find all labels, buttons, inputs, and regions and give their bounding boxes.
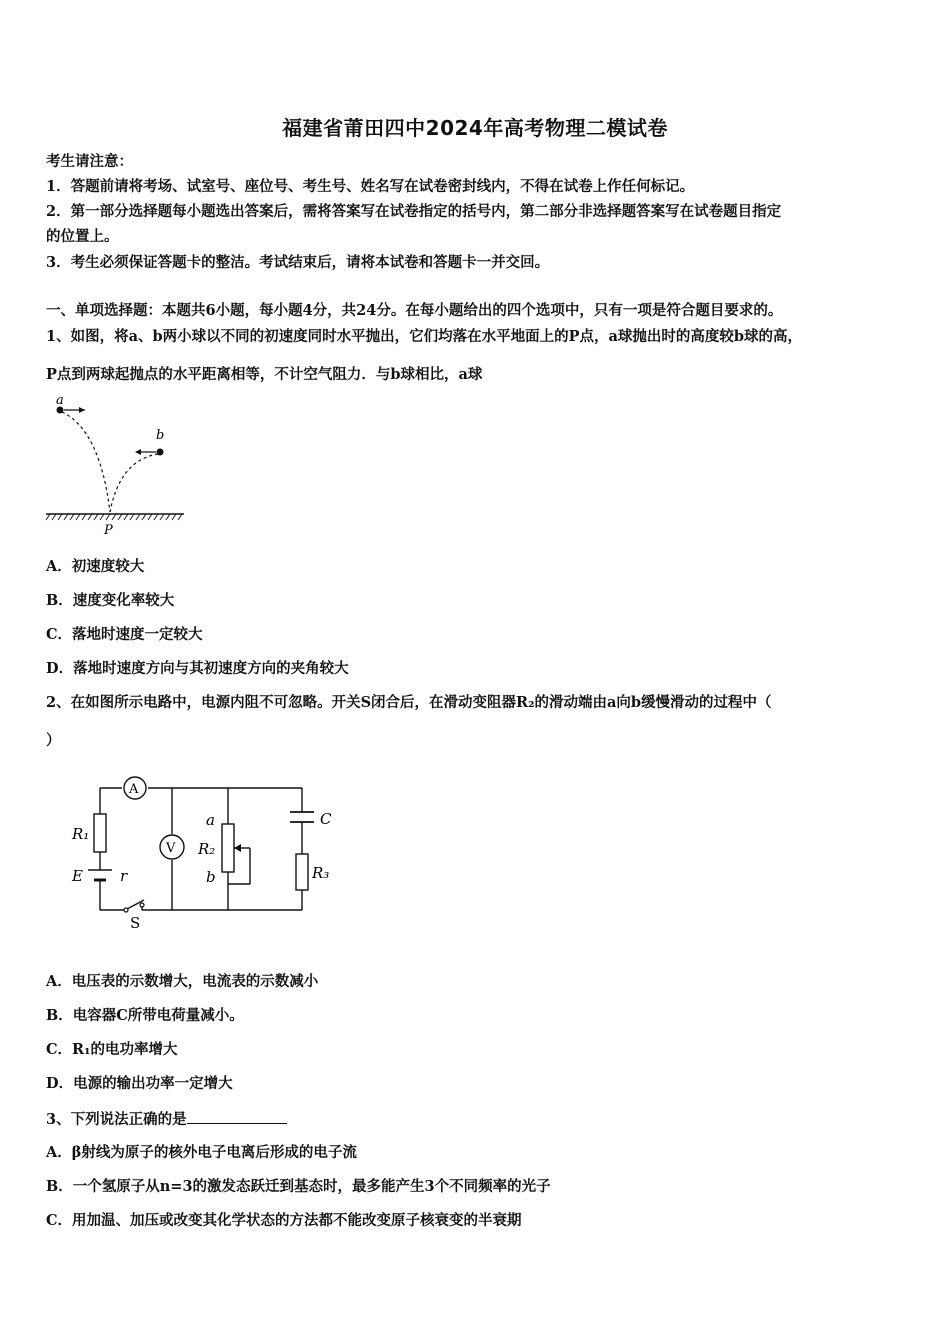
capacitor-label: C xyxy=(320,810,332,828)
q3-option-b: B．一个氢原子从n=3的激发态跃迁到基态时，最多能产生3个不同频率的光子 xyxy=(46,1178,551,1195)
notice-item-2-cont: 的位置上。 xyxy=(46,228,119,245)
q3-option-c: C．用加温、加压或改变其化学状态的方法都不能改变原子核衰变的半衰期 xyxy=(46,1212,522,1229)
label-b: b xyxy=(156,428,165,443)
emf-label: E xyxy=(72,867,83,885)
trajectory-a xyxy=(62,412,110,512)
q3-stem xyxy=(46,1109,916,1130)
battery-symbol xyxy=(88,870,112,880)
voltmeter-label: V xyxy=(166,841,176,856)
page-title: 福建省莆田四中2024年高考物理二模试卷 xyxy=(282,116,668,140)
q1-stem-line-1: 1、如图，将a、b两小球以不同的初速度同时水平抛出，它们均落在水平地面上的P点，a球抛出时的高度较b球的高， xyxy=(46,328,803,345)
notice-item-1: 1．答题前请将考场、试室号、座位号、考生号、姓名写在试卷密封线内，不得在试卷上作任何标记。 xyxy=(46,178,695,195)
internal-resistance-label: r xyxy=(120,867,128,885)
resistor-r3 xyxy=(296,854,308,890)
answer-blank xyxy=(187,1109,287,1124)
q1-option-c: C．落地时速度一定较大 xyxy=(46,626,203,643)
section-1-heading: 一、单项选择题：本题共6小题，每小题4分，共24分。在每小题给出的四个选项中，只有一项是符合题目要求的。 xyxy=(46,302,783,319)
ammeter-label: A xyxy=(129,782,139,797)
q1-stem-line-2: P点到两球起抛点的水平距离相等，不计空气阻力．与b球相比，a球 xyxy=(46,366,483,383)
r1-label: R₁ xyxy=(72,825,90,843)
notice-item-2: 2．第一部分选择题每小题选出答案后，需将答案写在试卷指定的括号内，第二部分非选择题答案写在试卷题目指定 xyxy=(46,203,782,220)
q1-projectile-figure xyxy=(40,390,200,540)
q1-option-b: B．速度变化率较大 xyxy=(46,592,175,609)
q3-stem-text: 3、下列说法正确的是 xyxy=(46,1111,187,1128)
switch-label: S xyxy=(130,914,141,932)
q2-option-a: A．电压表的示数增大，电流表的示数减小 xyxy=(46,973,319,990)
q2-option-c: C．R₁的电功率增大 xyxy=(46,1041,178,1058)
q2-stem-line-2: ） xyxy=(46,732,61,749)
switch-symbol xyxy=(124,900,144,912)
q2-circuit-figure xyxy=(66,768,356,938)
slider-arrow xyxy=(234,844,241,852)
rheostat-r2 xyxy=(222,824,234,872)
notice-item-3: 3．考生必须保证答题卡的整洁。考试结束后，请将本试卷和答题卡一并交回。 xyxy=(46,254,550,271)
q2-option-d: D．电源的输出功率一定增大 xyxy=(46,1075,233,1092)
label-p: P xyxy=(104,523,113,538)
q1-option-d: D．落地时速度方向与其初速度方向的夹角较大 xyxy=(46,660,349,677)
q1-option-a: A．初速度较大 xyxy=(46,558,145,575)
end-a-label: a xyxy=(206,811,215,829)
ground xyxy=(46,514,184,520)
resistor-r1 xyxy=(94,814,106,852)
end-b-label: b xyxy=(206,868,216,886)
q2-option-b: B．电容器C所带电荷量减小。 xyxy=(46,1007,244,1024)
r2-label: R₂ xyxy=(198,840,216,858)
trajectory-b xyxy=(110,454,158,512)
label-a: a xyxy=(56,393,64,408)
r3-label: R₃ xyxy=(312,864,330,882)
capacitor-symbol xyxy=(290,812,314,822)
q3-option-a: A．β射线为原子的核外电子电离后形成的电子流 xyxy=(46,1144,357,1161)
notice-heading: 考生请注意： xyxy=(46,153,133,170)
q2-stem-line-1: 2、在如图所示电路中，电源内阻不可忽略。开关S闭合后，在滑动变阻器R₂的滑动端由a向b缓慢滑动的过程中（ xyxy=(46,694,772,711)
